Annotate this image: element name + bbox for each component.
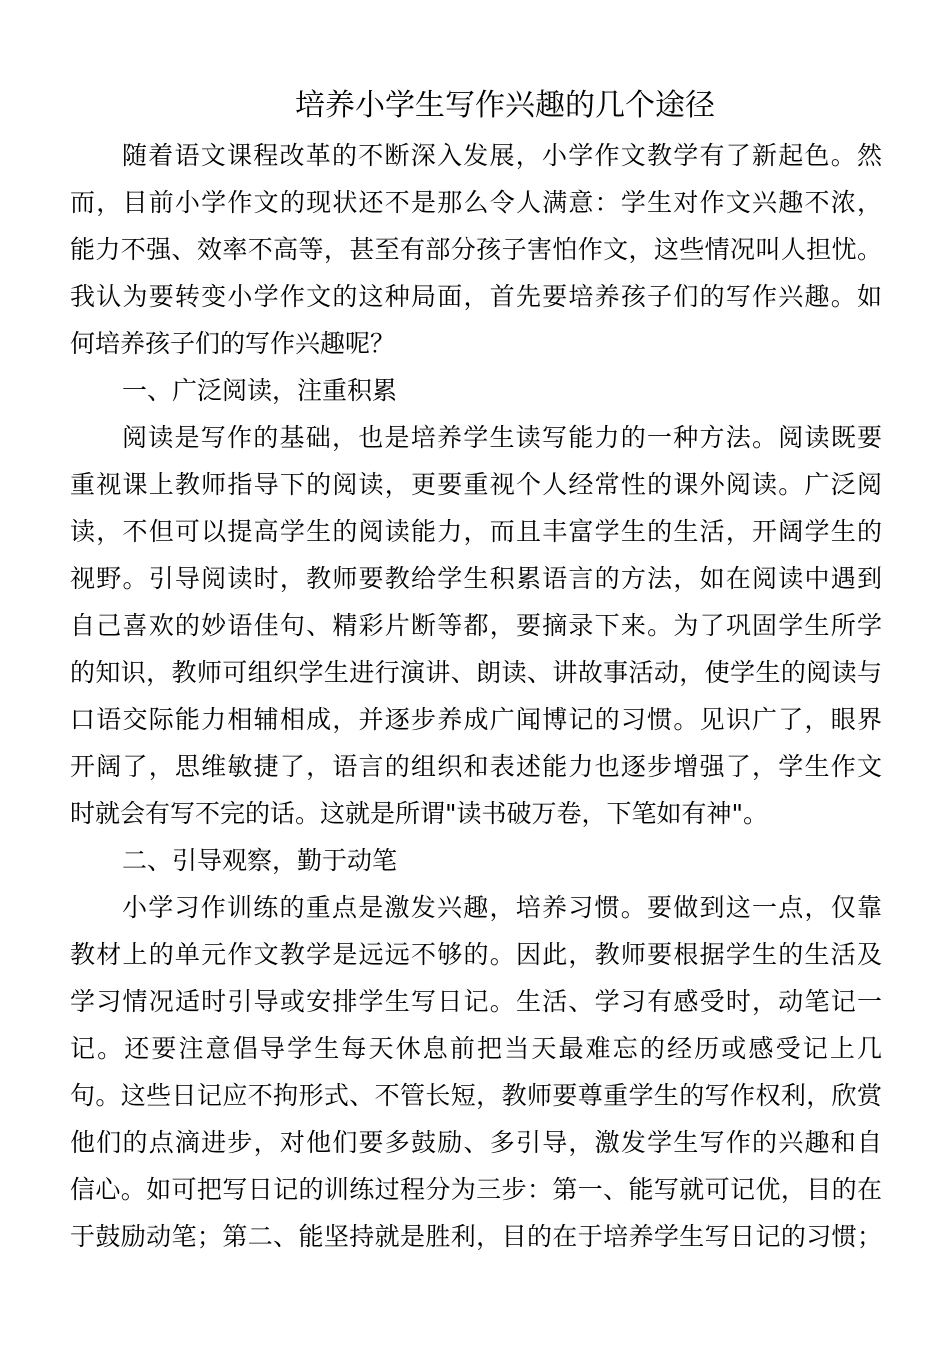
paragraph-line: 句。这些日记应不拘形式、不管长短，教师要尊重学生的写作权利，欣赏 — [70, 1081, 882, 1110]
section-heading: 一、广泛阅读，注重积累 — [122, 376, 398, 405]
section-heading: 二、引导观察，勤于动笔 — [122, 846, 398, 875]
paragraph-line: 能力不强、效率不高等，甚至有部分孩子害怕作文，这些情况叫人担忧。 — [70, 235, 882, 264]
paragraph-line: 时就会有写不完的话。这就是所谓"读书破万卷，下笔如有神"。 — [70, 799, 769, 828]
paragraph-line: 开阔了，思维敏捷了，语言的组织和表述能力也逐步增强了，学生作文 — [70, 752, 882, 781]
paragraph-line: 我认为要转变小学作文的这种局面，首先要培养孩子们的写作兴趣。如 — [70, 282, 882, 311]
paragraph-line: 读，不但可以提高学生的阅读能力，而且丰富学生的生活，开阔学生的 — [70, 517, 882, 546]
paragraph-line: 信心。如可把写日记的训练过程分为三步：第一、能写就可记优，目的在 — [70, 1175, 882, 1204]
paragraph-line: 小学习作训练的重点是激发兴趣，培养习惯。要做到这一点，仅靠 — [122, 893, 882, 922]
paragraph-line: 重视课上教师指导下的阅读，更要重视个人经常性的课外阅读。广泛阅 — [70, 470, 882, 499]
paragraph-line: 教材上的单元作文教学是远远不够的。因此，教师要根据学生的生活及 — [70, 940, 882, 969]
paragraph-line: 而，目前小学作文的现状还不是那么令人满意：学生对作文兴趣不浓， — [70, 188, 882, 217]
paragraph-line: 于鼓励动笔；第二、能坚持就是胜利，目的在于培养学生写日记的习惯； — [70, 1222, 882, 1251]
paragraph-line: 他们的点滴进步，对他们要多鼓励、多引导，激发学生写作的兴趣和自 — [70, 1128, 882, 1157]
paragraph-line: 的知识，教师可组织学生进行演讲、朗读、讲故事活动，使学生的阅读与 — [70, 658, 882, 687]
paragraph-line: 记。还要注意倡导学生每天休息前把当天最难忘的经历或感受记上几 — [70, 1034, 882, 1063]
paragraph-line: 阅读是写作的基础，也是培养学生读写能力的一种方法。阅读既要 — [122, 423, 882, 452]
paragraph-line: 何培养孩子们的写作兴趣呢？ — [70, 329, 396, 358]
paragraph-line: 学习情况适时引导或安排学生写日记。生活、学习有感受时，动笔记一 — [70, 987, 882, 1016]
paragraph-line: 随着语文课程改革的不断深入发展，小学作文教学有了新起色。然 — [122, 141, 882, 170]
paragraph-line: 自己喜欢的妙语佳句、精彩片断等都，要摘录下来。为了巩固学生所学 — [70, 611, 882, 640]
paragraph-line: 口语交际能力相辅相成，并逐步养成广闻博记的习惯。见识广了，眼界 — [70, 705, 882, 734]
document-title: 培养小学生写作兴趣的几个途径 — [295, 88, 715, 123]
paragraph-line: 视野。引导阅读时，教师要教给学生积累语言的方法，如在阅读中遇到 — [70, 564, 882, 593]
